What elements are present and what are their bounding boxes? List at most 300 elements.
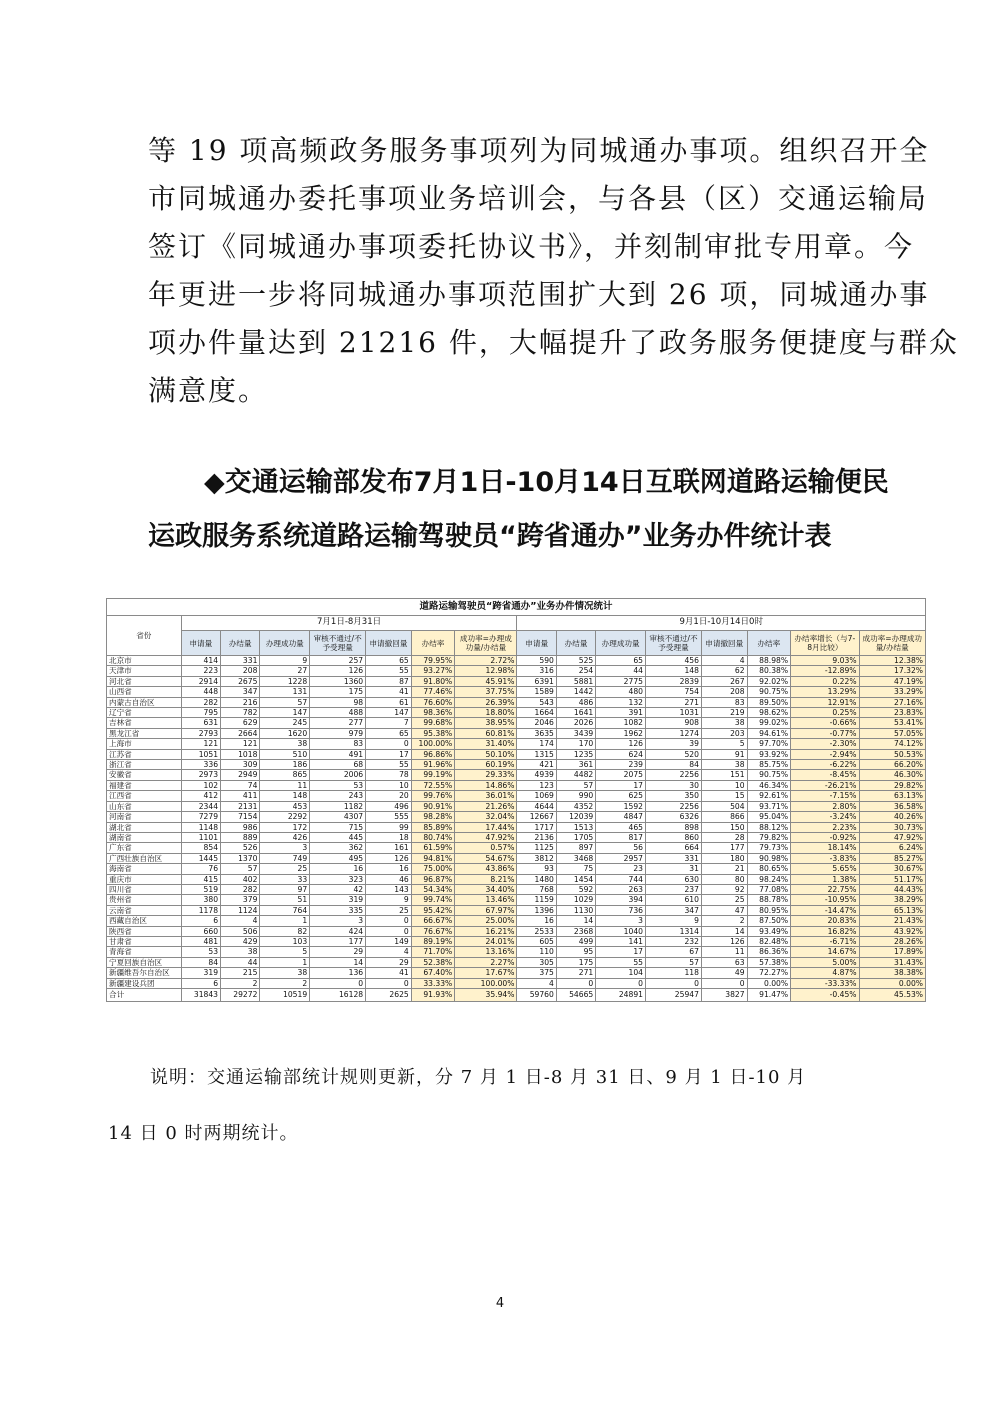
value-cell: -6.71% [791, 936, 859, 946]
value-cell: 93.71% [747, 801, 791, 811]
value-cell: 4 [701, 656, 747, 666]
value-cell: 986 [221, 822, 260, 832]
value-cell: 148 [260, 791, 310, 801]
value-cell: 1069 [517, 791, 556, 801]
value-cell: 118 [646, 968, 702, 978]
value-cell: 979 [310, 728, 366, 738]
province-cell: 青海省 [107, 947, 182, 957]
value-cell: 79.95% [411, 656, 455, 666]
table-row [107, 656, 926, 666]
value-cell: 660 [181, 926, 220, 936]
value-cell: 85.27% [859, 853, 925, 863]
province-cell: 河南省 [107, 812, 182, 822]
value-cell: -7.15% [791, 791, 859, 801]
value-cell: -12.89% [791, 666, 859, 676]
value-cell: 336 [181, 760, 220, 770]
value-cell: 53.41% [859, 718, 925, 728]
value-cell: 380 [181, 895, 220, 905]
value-cell: 764 [260, 905, 310, 915]
province-cell: 辽宁省 [107, 708, 182, 718]
value-cell: 54.34% [411, 884, 455, 894]
value-cell: 51 [260, 895, 310, 905]
value-cell: 47.92% [455, 832, 517, 842]
value-cell: 88.12% [747, 822, 791, 832]
value-cell: 1029 [556, 895, 595, 905]
value-cell: 394 [596, 895, 646, 905]
value-cell: 99.19% [411, 770, 455, 780]
value-cell: 6326 [646, 812, 702, 822]
value-cell: 1445 [181, 853, 220, 863]
value-cell: 33.29% [859, 687, 925, 697]
statistics-table [106, 598, 926, 1002]
value-cell: -33.33% [791, 978, 859, 988]
value-cell: 254 [556, 666, 595, 676]
value-cell: 2075 [596, 770, 646, 780]
value-cell: 361 [556, 760, 595, 770]
value-cell: 14 [310, 957, 366, 967]
value-cell: 854 [181, 843, 220, 853]
value-cell: 1315 [517, 749, 556, 759]
value-cell: 51.17% [859, 874, 925, 884]
value-cell: 8.21% [455, 874, 517, 884]
table-row [107, 739, 926, 749]
value-cell: 860 [646, 832, 702, 842]
value-cell: 1031 [646, 708, 702, 718]
value-cell: 426 [260, 832, 310, 842]
value-cell: 4 [517, 978, 556, 988]
value-cell: 331 [221, 656, 260, 666]
value-cell: 782 [221, 708, 260, 718]
value-cell: 25 [260, 864, 310, 874]
value-cell: 5.65% [791, 864, 859, 874]
value-cell: 17 [596, 947, 646, 957]
value-cell: 6.24% [859, 843, 925, 853]
value-cell: 488 [310, 708, 366, 718]
value-cell: 38 [701, 718, 747, 728]
value-cell: 16128 [310, 989, 366, 1002]
value-cell: 282 [221, 884, 260, 894]
value-cell: 149 [366, 936, 412, 946]
value-cell: 27 [260, 666, 310, 676]
table-row [107, 728, 926, 738]
value-cell: 95.04% [747, 812, 791, 822]
value-cell: 27.16% [859, 697, 925, 707]
value-cell: 16 [366, 864, 412, 874]
value-cell: 243 [310, 791, 366, 801]
province-cell: 内蒙古自治区 [107, 697, 182, 707]
value-cell: 4307 [310, 812, 366, 822]
value-cell: 1360 [310, 676, 366, 686]
value-cell: 715 [310, 822, 366, 832]
value-cell: 520 [646, 749, 702, 759]
province-cell: 陕西省 [107, 926, 182, 936]
value-cell: 44 [221, 957, 260, 967]
value-cell: 263 [596, 884, 646, 894]
province-cell: 甘肃省 [107, 936, 182, 946]
value-cell: 14.86% [455, 780, 517, 790]
value-cell: 664 [646, 843, 702, 853]
value-cell: 4352 [556, 801, 595, 811]
value-cell: 99.68% [411, 718, 455, 728]
value-cell: 3439 [556, 728, 595, 738]
table-row [107, 905, 926, 915]
value-cell: 0 [310, 978, 366, 988]
value-cell: 1592 [596, 801, 646, 811]
value-cell: 1705 [556, 832, 595, 842]
value-cell: 18 [366, 832, 412, 842]
value-cell: -8.45% [791, 770, 859, 780]
value-cell: 14.67% [791, 947, 859, 957]
value-cell: 16 [517, 916, 556, 926]
value-cell: 347 [646, 905, 702, 915]
value-cell: 89.50% [747, 697, 791, 707]
column-header: 办结量 [556, 631, 595, 656]
value-cell: 277 [310, 718, 366, 728]
value-cell: 172 [260, 822, 310, 832]
value-cell: 0 [596, 978, 646, 988]
value-cell: 89.19% [411, 936, 455, 946]
value-cell: 93.92% [747, 749, 791, 759]
value-cell: 10519 [260, 989, 310, 1002]
value-cell: 17.89% [859, 947, 925, 957]
value-cell: 88.78% [747, 895, 791, 905]
table-note [108, 1066, 850, 1146]
value-cell: 2 [221, 978, 260, 988]
province-cell: 西藏自治区 [107, 916, 182, 926]
value-cell: -0.92% [791, 832, 859, 842]
paragraph-line: 项办件量达到 21216 件，大幅提升了政务服务便捷度与群众 [148, 326, 959, 359]
value-cell: 175 [556, 957, 595, 967]
value-cell: 629 [221, 718, 260, 728]
value-cell: 1051 [181, 749, 220, 759]
value-cell: 543 [517, 697, 556, 707]
value-cell: 148 [646, 666, 702, 676]
column-header: 申请量 [181, 631, 220, 656]
province-cell: 海南省 [107, 864, 182, 874]
value-cell: 1513 [556, 822, 595, 832]
value-cell: 94.61% [747, 728, 791, 738]
value-cell: 16 [310, 864, 366, 874]
table-row [107, 916, 926, 926]
value-cell: 1589 [517, 687, 556, 697]
value-cell: 795 [181, 708, 220, 718]
province-cell: 湖北省 [107, 822, 182, 832]
value-cell: 1182 [310, 801, 366, 811]
value-cell: 1480 [517, 874, 556, 884]
value-cell: 53 [181, 947, 220, 957]
value-cell: 590 [517, 656, 556, 666]
value-cell: 22.75% [791, 884, 859, 894]
province-cell: 广西壮族自治区 [107, 853, 182, 863]
value-cell: 889 [221, 832, 260, 842]
value-cell: 100.00% [411, 739, 455, 749]
value-cell: 6 [181, 978, 220, 988]
value-cell: 57.05% [859, 728, 925, 738]
value-cell: 3827 [701, 989, 747, 1002]
value-cell: 282 [181, 697, 220, 707]
value-cell: -6.22% [791, 760, 859, 770]
province-cell: 云南省 [107, 905, 182, 915]
value-cell: 132 [596, 697, 646, 707]
value-cell: 34.40% [455, 884, 517, 894]
value-cell: 23.83% [859, 708, 925, 718]
value-cell: 495 [310, 853, 366, 863]
value-cell: 525 [556, 656, 595, 666]
value-cell: 20.83% [791, 916, 859, 926]
value-cell: 3 [596, 916, 646, 926]
value-cell: 624 [596, 749, 646, 759]
value-cell: 2973 [181, 770, 220, 780]
value-cell: 123 [517, 780, 556, 790]
value-cell: 53 [310, 780, 366, 790]
value-cell: 61 [366, 697, 412, 707]
value-cell: 177 [310, 936, 366, 946]
section-heading [148, 456, 889, 564]
table-row [107, 666, 926, 676]
province-cell: 福建省 [107, 780, 182, 790]
value-cell: 98 [310, 697, 366, 707]
value-cell: 43.86% [455, 864, 517, 874]
value-cell: 75 [556, 864, 595, 874]
value-cell: 21 [701, 864, 747, 874]
value-cell: 44.43% [859, 884, 925, 894]
value-cell: 38.29% [859, 895, 925, 905]
value-cell: 91.47% [747, 989, 791, 1002]
value-cell: 519 [181, 884, 220, 894]
value-cell: 82 [260, 926, 310, 936]
value-cell: 75.00% [411, 864, 455, 874]
column-header: 办结率 [747, 631, 791, 656]
value-cell: 65 [596, 656, 646, 666]
value-cell: 37.75% [455, 687, 517, 697]
value-cell: 29 [310, 947, 366, 957]
value-cell: 26.39% [455, 697, 517, 707]
value-cell: 147 [260, 708, 310, 718]
value-cell: 2256 [646, 801, 702, 811]
value-cell: 631 [181, 718, 220, 728]
value-cell: 59760 [517, 989, 556, 1002]
value-cell: 29.33% [455, 770, 517, 780]
value-cell: 68 [310, 760, 366, 770]
value-cell: 0.25% [791, 708, 859, 718]
value-cell: 271 [556, 968, 595, 978]
value-cell: 3 [260, 843, 310, 853]
table-row [107, 676, 926, 686]
value-cell: 95 [556, 947, 595, 957]
value-cell: 0 [556, 978, 595, 988]
province-cell: 新疆维吾尔自治区 [107, 968, 182, 978]
value-cell: 17.44% [455, 822, 517, 832]
value-cell: 50.10% [455, 749, 517, 759]
value-cell: 28.26% [859, 936, 925, 946]
value-cell: 610 [646, 895, 702, 905]
value-cell: 92.61% [747, 791, 791, 801]
value-cell: 84 [181, 957, 220, 967]
value-cell: 36.58% [859, 801, 925, 811]
value-cell: 65.13% [859, 905, 925, 915]
value-cell: 605 [517, 936, 556, 946]
value-cell: 97.70% [747, 739, 791, 749]
table-row [107, 780, 926, 790]
value-cell: 93.27% [411, 666, 455, 676]
value-cell: 2625 [366, 989, 412, 1002]
value-cell: 12.91% [791, 697, 859, 707]
value-cell: 17 [596, 780, 646, 790]
value-cell: 77.46% [411, 687, 455, 697]
value-cell: 36.01% [455, 791, 517, 801]
value-cell: 16.21% [455, 926, 517, 936]
province-cell: 湖南省 [107, 832, 182, 842]
value-cell: 3635 [517, 728, 556, 738]
value-cell: 170 [556, 739, 595, 749]
value-cell: 98.36% [411, 708, 455, 718]
table-row [107, 812, 926, 822]
value-cell: -14.47% [791, 905, 859, 915]
heading-line: ◆交通运输部发布7月1日-10月14日互联网道路运输便民 [204, 467, 889, 498]
value-cell: 80.74% [411, 832, 455, 842]
province-cell: 四川省 [107, 884, 182, 894]
table-row [107, 968, 926, 978]
value-cell: 2368 [556, 926, 595, 936]
value-cell: 319 [310, 895, 366, 905]
value-cell: 47 [701, 905, 747, 915]
value-cell: 335 [310, 905, 366, 915]
value-cell: 175 [310, 687, 366, 697]
value-cell: 17.32% [859, 666, 925, 676]
value-cell: 897 [556, 843, 595, 853]
value-cell: 28 [701, 832, 747, 842]
value-cell: 2533 [517, 926, 556, 936]
column-header: 申请撤回量 [366, 631, 412, 656]
value-cell: 414 [181, 656, 220, 666]
value-cell: 309 [221, 760, 260, 770]
province-cell: 上海市 [107, 739, 182, 749]
value-cell: 136 [310, 968, 366, 978]
value-cell: 331 [646, 853, 702, 863]
value-cell: 71.70% [411, 947, 455, 957]
value-cell: 85.75% [747, 760, 791, 770]
province-cell: 广东省 [107, 843, 182, 853]
value-cell: 24.01% [455, 936, 517, 946]
value-cell: 74.12% [859, 739, 925, 749]
province-cell: 吉林省 [107, 718, 182, 728]
value-cell: 0 [366, 926, 412, 936]
value-cell: 2046 [517, 718, 556, 728]
value-cell: 38.95% [455, 718, 517, 728]
value-cell: 25947 [646, 989, 702, 1002]
value-cell: -0.66% [791, 718, 859, 728]
value-cell: 42 [310, 884, 366, 894]
value-cell: 391 [596, 708, 646, 718]
note-line: 14 日 0 时两期统计。 [108, 1123, 299, 1144]
value-cell: 1641 [556, 708, 595, 718]
value-cell: 14 [556, 916, 595, 926]
value-cell: 2006 [310, 770, 366, 780]
value-cell: 491 [310, 749, 366, 759]
province-cell: 重庆市 [107, 874, 182, 884]
value-cell: 57 [646, 957, 702, 967]
value-cell: 267 [701, 676, 747, 686]
value-cell: 100.00% [455, 978, 517, 988]
value-cell: 12667 [517, 812, 556, 822]
paragraph-line: 年更进一步将同城通办事项范围扩大到 26 项，同城通办事 [148, 278, 930, 311]
value-cell: 93.49% [747, 926, 791, 936]
value-cell: 40.26% [859, 812, 925, 822]
value-cell: 57 [260, 697, 310, 707]
value-cell: 60.19% [455, 760, 517, 770]
value-cell: 2026 [556, 718, 595, 728]
value-cell: 76.67% [411, 926, 455, 936]
value-cell: 379 [221, 895, 260, 905]
value-cell: 38 [221, 947, 260, 957]
value-cell: 2.23% [791, 822, 859, 832]
value-cell: 625 [596, 791, 646, 801]
value-cell: 62 [701, 666, 747, 676]
value-cell: 1442 [556, 687, 595, 697]
value-cell: 1274 [646, 728, 702, 738]
value-cell: 424 [310, 926, 366, 936]
value-cell: 465 [596, 822, 646, 832]
value-cell: 2136 [517, 832, 556, 842]
value-cell: 46 [366, 874, 412, 884]
table-title: 道路运输驾驶员“跨省通办”业务办件情况统计 [107, 599, 926, 616]
value-cell: 79.73% [747, 843, 791, 853]
table-row [107, 760, 926, 770]
column-header: 成功率=办理成功量/办结量 [859, 631, 925, 656]
value-cell: 0.00% [747, 978, 791, 988]
value-cell: 11 [260, 780, 310, 790]
value-cell: 45.91% [455, 676, 517, 686]
value-cell: 5881 [556, 676, 595, 686]
value-cell: 80.38% [747, 666, 791, 676]
value-cell: 92.02% [747, 676, 791, 686]
value-cell: 126 [596, 739, 646, 749]
table-row [107, 957, 926, 967]
table-row [107, 874, 926, 884]
value-cell: 90.91% [411, 801, 455, 811]
value-cell: 2675 [221, 676, 260, 686]
value-cell: 736 [596, 905, 646, 915]
value-cell: 415 [181, 874, 220, 884]
value-cell: 31843 [181, 989, 220, 1002]
value-cell: 1314 [646, 926, 702, 936]
value-cell: 55 [366, 760, 412, 770]
value-cell: 1040 [596, 926, 646, 936]
value-cell: 486 [556, 697, 595, 707]
value-cell: 80.95% [747, 905, 791, 915]
value-cell: 63.13% [859, 791, 925, 801]
value-cell: 180 [701, 853, 747, 863]
value-cell: 1148 [181, 822, 220, 832]
value-cell: 82.48% [747, 936, 791, 946]
value-cell: 86.36% [747, 947, 791, 957]
value-cell: 12039 [556, 812, 595, 822]
value-cell: 1101 [181, 832, 220, 842]
value-cell: 57.38% [747, 957, 791, 967]
value-cell: 1 [260, 957, 310, 967]
province-header: 省份 [107, 616, 182, 656]
value-cell: 13.16% [455, 947, 517, 957]
column-header: 审核不通过/不予受理量 [646, 631, 702, 656]
value-cell: 14 [701, 926, 747, 936]
value-cell: 421 [517, 760, 556, 770]
value-cell: 271 [646, 697, 702, 707]
value-cell: 54665 [556, 989, 595, 1002]
value-cell: 448 [181, 687, 220, 697]
table-row [107, 926, 926, 936]
value-cell: 1235 [556, 749, 595, 759]
value-cell: 9.03% [791, 656, 859, 666]
